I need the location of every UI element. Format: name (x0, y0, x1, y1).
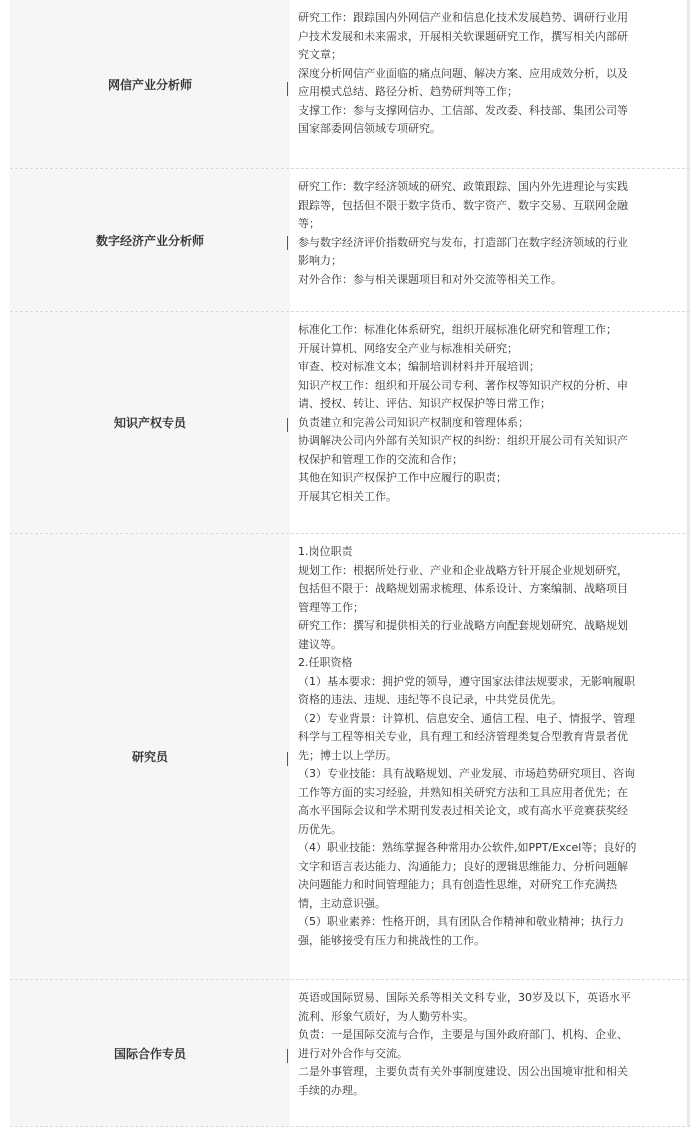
description-line: 文字和语言表达能力、沟通能力；良好的逻辑思维能力、分析问题解 (298, 859, 628, 873)
description-line: 户技术发展和未来需求，开展相关软课题研究工作，撰写相关内部研 (298, 29, 628, 43)
cell-edge (687, 534, 690, 979)
description-line: 工作等方面的实习经验，并熟知相关研究方法和工具应用者优先；在 (298, 785, 628, 799)
description-line: 知识产权工作：组织和开展公司专利、著作权等知识产权的分析、申 (298, 378, 628, 392)
description-line: 先；博士以上学历。 (298, 748, 397, 762)
description-line: 2.任职资格 (298, 656, 353, 669)
description-line: 二是外事管理，主要负责有关外事制度建设、因公出国境审批和相关 (298, 1065, 628, 1078)
description-line: 进行对外合作与交流。 (298, 1046, 408, 1060)
description-line: 1.岗位职责 (298, 545, 353, 558)
description-line: 权保护和管理工作的交流和合作； (298, 452, 463, 466)
cell-edge (687, 169, 690, 311)
description-cell (290, 169, 690, 311)
description-line: 建议等。 (298, 637, 342, 651)
description-line: 负责建立和完善公司知识产权制度和管理体系； (298, 415, 529, 429)
table-row (10, 534, 690, 980)
position-cell (10, 312, 290, 533)
description-line: 审查、校对标准文本；编制培训材料并开展培训； (298, 360, 540, 373)
description-line: 对外合作：参与相关课题项目和对外交流等相关工作。 (298, 272, 562, 286)
position-cell (10, 534, 290, 979)
position-title: 国际合作专员 (113, 1046, 186, 1061)
description-line: 研究工作：数字经济领域的研究、政策跟踪、国内外先进理论与实践 (298, 180, 628, 193)
description-line: 支撑工作：参与支撑网信办、工信部、发改委、科技部、集团公司等 (298, 103, 628, 117)
description-line: 规划工作：根据所处行业、产业和企业战略方针开展企业规划研究， (298, 563, 628, 577)
position-title: 网信产业分析师 (107, 77, 192, 92)
position-title: 研究员 (131, 750, 168, 764)
description-line: 强，能够接受有压力和挑战性的工作。 (298, 933, 485, 947)
description-line: 资格的违法、违规、违纪等不良记录，中共党员优先。 (298, 693, 562, 706)
description-line: 高水平国际会议和学术期刊发表过相关论文，或有高水平竞赛获奖经 (298, 804, 628, 817)
text-caret (287, 418, 288, 432)
description-line: 其他在知识产权保护工作中应履行的职责； (298, 471, 507, 484)
description-line: 历优先。 (298, 822, 342, 836)
table-row (10, 0, 690, 169)
position-cell (10, 0, 290, 168)
position-title: 知识产权专员 (113, 416, 186, 430)
description-line: 标准化工作：标准化体系研究，组织开展标准化研究和管理工作； (298, 323, 617, 336)
description-line: （3）专业技能：具有战略规划、产业发展、市场趋势研究项目、咨询 (298, 767, 635, 780)
description-line: 手续的办理。 (298, 1083, 364, 1097)
description-line: 决问题能力和时间管理能力；具有创造性思维，对研究工作充满热 (298, 878, 617, 891)
description-line: 应用模式总结、路径分析、趋势研判等工作； (298, 85, 518, 98)
table-row (10, 980, 690, 1127)
description-line: （5）职业素养：性格开朗，具有团队合作精神和敬业精神；执行力 (298, 915, 624, 928)
description-line: 包括但不限于：战略规划需求梳理、体系设计、方案编制、战略项目 (298, 582, 628, 595)
text-caret (287, 1049, 288, 1063)
description-line: （2）专业背景：计算机、信息安全、通信工程、电子、情报学、管理 (298, 711, 635, 725)
description-line: 科学与工程等相关专业，具有理工和经济管理类复合型教育背景者优 (298, 730, 628, 743)
description-line: 等； (298, 217, 320, 230)
description-cell (290, 534, 690, 979)
description-line: 参与数字经济评价指数研究与发布，打造部门在数字经济领域的行业 (298, 235, 628, 249)
description-line: 开展计算机、网络安全产业与标准相关研究； (298, 341, 518, 355)
description-cell (290, 980, 690, 1126)
text-caret (287, 82, 288, 96)
text-caret (287, 752, 288, 766)
description-cell (290, 312, 690, 533)
description-line: （4）职业技能：熟练掌握各种常用办公软件,如PPT/Excel等；良好的 (298, 841, 637, 854)
description-line: 英语或国际贸易、国际关系等相关文科专业，30岁及以下，英语水平 (298, 991, 631, 1004)
description-line: 开展其它相关工作。 (298, 489, 397, 503)
description-line: 国家部委网信领域专项研究。 (298, 122, 441, 135)
cell-edge (687, 980, 690, 1126)
table-row (10, 312, 690, 534)
description-line: 管理等工作； (298, 600, 364, 614)
description-line: 流利、形象气质好，为人勤劳朴实。 (298, 1009, 474, 1023)
table-row (10, 169, 690, 312)
description-line: 深度分析网信产业面临的痛点问题、解决方案、应用成效分析，以及 (298, 66, 628, 80)
position-title: 数字经济产业分析师 (95, 233, 204, 248)
description-line: 影响力； (298, 254, 342, 267)
description-line: 请、授权、转让、评估、知识产权保护等日常工作； (298, 397, 551, 410)
description-line: 负责：一是国际交流与合作，主要是与国外政府部门、机构、企业、 (298, 1028, 628, 1041)
cell-edge (687, 312, 690, 533)
description-line: 情，主动意识强。 (298, 896, 386, 910)
position-cell (10, 980, 290, 1126)
cell-edge (687, 0, 690, 168)
description-line: 究文章； (298, 48, 342, 61)
description-line: 研究工作：跟踪国内外网信产业和信息化技术发展趋势、调研行业用 (298, 11, 628, 24)
text-caret (287, 236, 288, 250)
description-line: （1）基本要求：拥护党的领导，遵守国家法律法规要求，无影响履职 (298, 674, 635, 688)
position-cell (10, 169, 290, 311)
description-line: 研究工作：撰写和提供相关的行业战略方向配套规划研究、战略规划 (298, 619, 628, 632)
description-line: 协调解决公司内外部有关知识产权的纠纷：组织开展公司有关知识产 (298, 434, 628, 447)
description-line: 跟踪等，包括但不限于数字货币、数字资产、数字交易、互联网金融 (298, 198, 628, 212)
description-cell (290, 0, 690, 168)
